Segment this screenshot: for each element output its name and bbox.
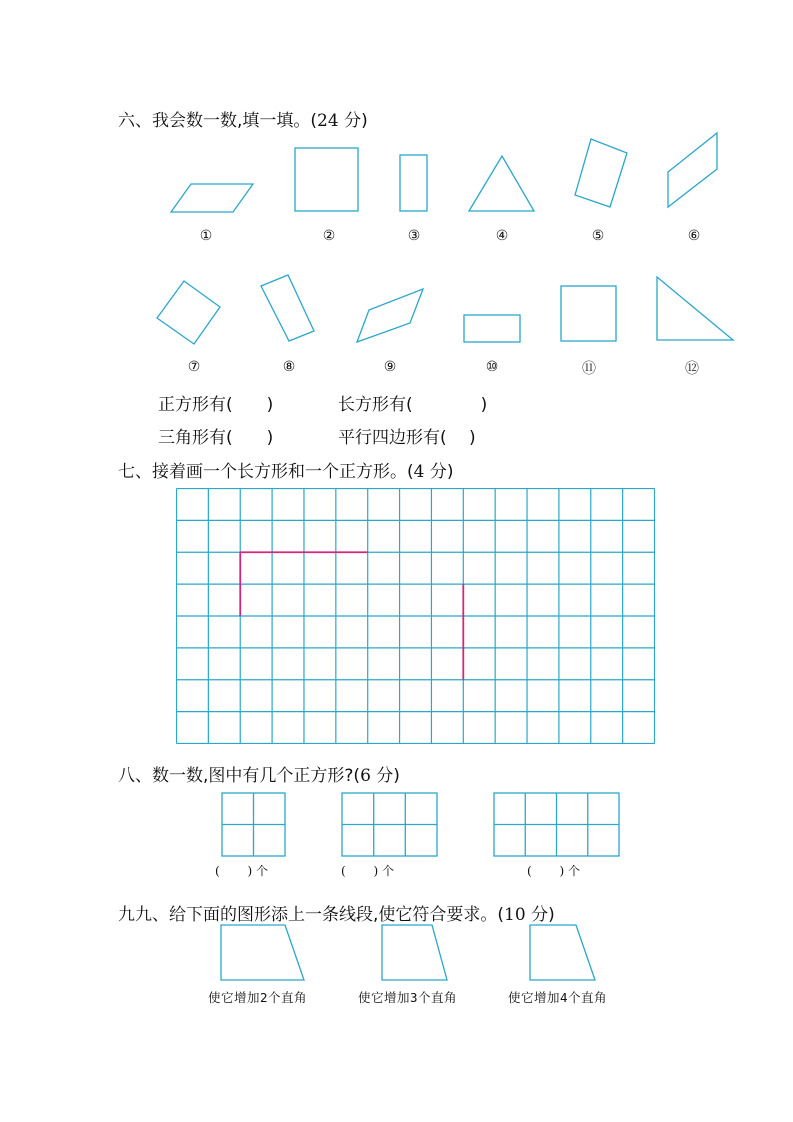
shape-label-1: ① [199, 228, 213, 244]
answer-parallelogram[interactable]: 平行四边形有( ) [338, 428, 476, 448]
shape-label-3: ③ [407, 228, 421, 244]
caption-add-2-right-angles: 使它增加2个直角 [208, 990, 308, 1005]
trapezoid-1 [221, 925, 304, 980]
caption-add-4-right-angles: 使它增加4个直角 [508, 990, 608, 1005]
answer-square[interactable]: 正方形有( ) [158, 395, 274, 415]
count-answer-1[interactable]: ( ) 个 [215, 864, 268, 878]
caption-add-3-right-angles: 使它增加3个直角 [358, 990, 458, 1005]
count-answer-2[interactable]: ( ) 个 [341, 864, 394, 878]
shape-label-2: ② [322, 228, 336, 244]
shape-label-7: ⑦ [187, 359, 201, 375]
shape-label-6: ⑥ [687, 228, 701, 244]
answer-triangle[interactable]: 三角形有( ) [158, 428, 274, 448]
section-6-title: 六、我会数一数,填一填。(24 分) [118, 111, 368, 131]
section-8-title: 八、数一数,图中有几个正方形?(6 分) [118, 766, 400, 786]
shape-label-8: ⑧ [282, 359, 296, 375]
shape-label-9: ⑨ [383, 359, 397, 375]
shape-label-10: ⑩ [485, 359, 499, 375]
answer-rectangle[interactable]: 长方形有( ) [338, 395, 488, 415]
trapezoid-2 [382, 925, 447, 980]
count-answer-3[interactable]: ( ) 个 [527, 864, 580, 878]
shape-label-4: ④ [495, 228, 509, 244]
shape-label-5: ⑤ [591, 228, 605, 244]
shape-label-11: ⑪ [582, 361, 596, 377]
section-7-title: 七、接着画一个长方形和一个正方形。(4 分) [118, 462, 454, 482]
trapezoid-3 [530, 925, 595, 980]
shape-label-12: ⑫ [685, 361, 699, 377]
section-9-title: 九九、给下面的图形添上一条线段,使它符合要求。(10 分) [118, 905, 555, 925]
